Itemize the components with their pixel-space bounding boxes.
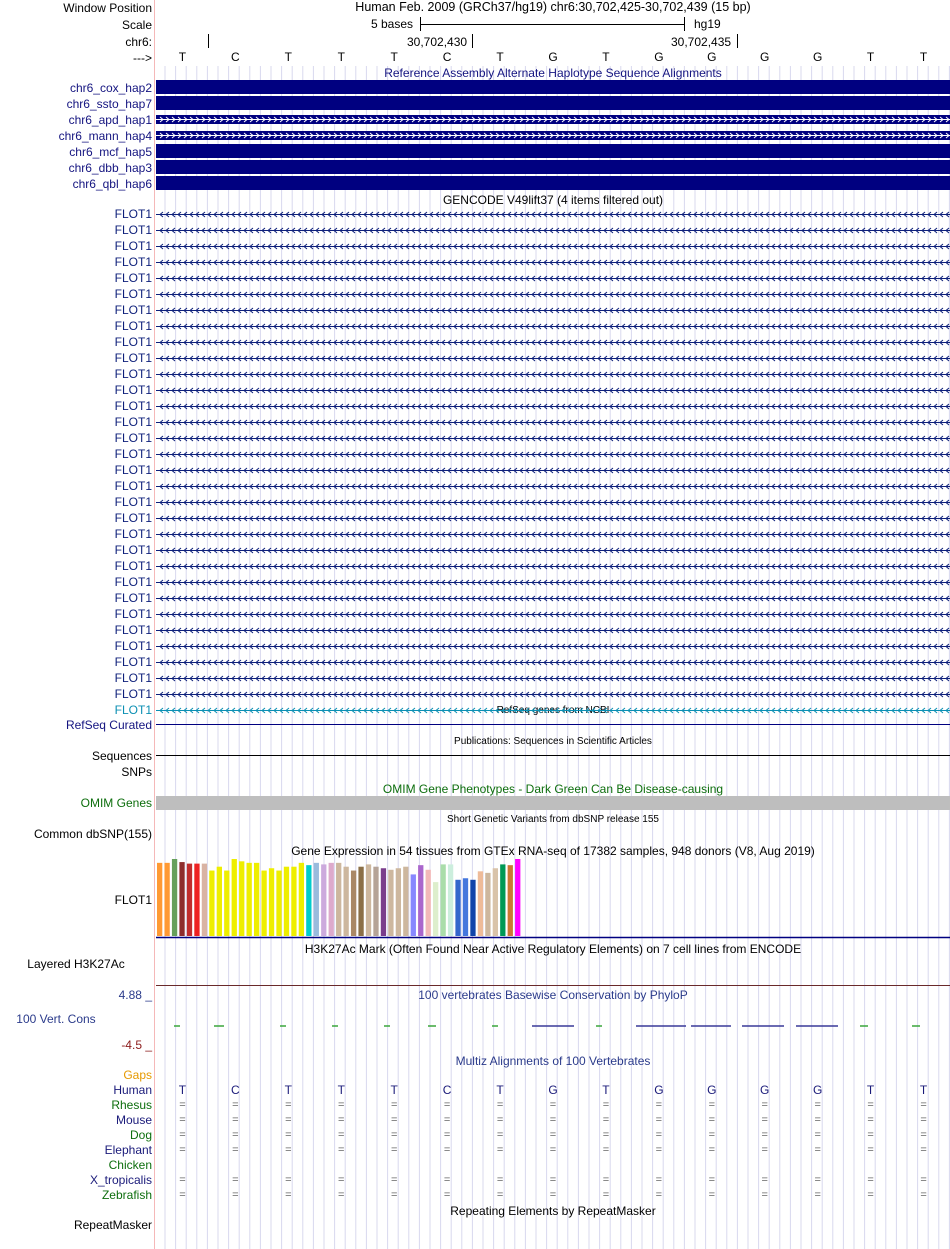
gene-label[interactable]: FLOT1	[114, 431, 152, 445]
identical-base-marker: =	[443, 1114, 451, 1126]
gene-transcript[interactable]	[156, 594, 950, 603]
identical-base-marker: =	[655, 1189, 663, 1201]
identical-base-marker: =	[602, 1189, 610, 1201]
base-letter: G	[760, 50, 770, 64]
gtex-tissue-bar[interactable]	[209, 871, 214, 936]
aligned-base: G	[707, 1083, 717, 1097]
base-letter: T	[496, 50, 504, 64]
gene-transcript[interactable]	[156, 402, 950, 411]
identical-base-marker: =	[920, 1174, 927, 1186]
gtex-tissue-bar[interactable]	[254, 863, 259, 936]
gtex-tissue-bar[interactable]	[299, 863, 304, 936]
haplotype-alignment-bar[interactable]	[156, 144, 950, 158]
gtex-tissue-bar[interactable]	[448, 864, 453, 936]
aligned-base: G	[760, 1083, 770, 1097]
publications-line[interactable]	[156, 755, 950, 756]
gene-label[interactable]: FLOT1	[114, 287, 152, 301]
gtex-tissue-bar[interactable]	[232, 859, 237, 936]
identical-base-marker: =	[708, 1099, 716, 1111]
scale-bar	[420, 17, 685, 31]
gtex-tissue-bar[interactable]	[291, 867, 296, 936]
identical-base-marker: =	[761, 1114, 768, 1126]
h3k27ac-baseline	[156, 985, 950, 986]
gene-transcript[interactable]	[156, 562, 950, 571]
gtex-tissue-bar[interactable]	[239, 861, 244, 936]
gene-transcript[interactable]	[156, 674, 950, 683]
gtex-tissue-bar[interactable]	[478, 871, 483, 936]
identical-base-marker: =	[655, 1129, 663, 1141]
identical-base-marker: =	[549, 1114, 557, 1126]
gene-transcript[interactable]	[156, 338, 950, 347]
identical-base-marker: =	[814, 1114, 821, 1126]
gene-transcript[interactable]	[156, 642, 950, 651]
scale-db: hg19	[694, 17, 721, 31]
identical-base-marker: =	[761, 1189, 768, 1201]
gtex-tissue-bar[interactable]	[321, 864, 326, 936]
gtex-tissue-bar[interactable]	[179, 862, 184, 936]
gtex-tissue-bar[interactable]	[172, 859, 177, 936]
base-letter: T	[284, 50, 292, 64]
gene-transcript[interactable]	[156, 354, 950, 363]
species-label[interactable]: Mouse	[115, 1113, 152, 1127]
publications-label-snps[interactable]: SNPs	[121, 765, 152, 779]
window-position-label: Window Position	[63, 1, 152, 15]
identical-base-marker: =	[867, 1189, 874, 1201]
identical-base-marker: =	[655, 1099, 663, 1111]
multiz-gaps-label: Gaps	[123, 1068, 152, 1082]
base-letter: T	[178, 50, 187, 64]
identical-base-marker: =	[602, 1129, 610, 1141]
gene-label[interactable]: FLOT1	[114, 527, 152, 541]
identical-base-marker: =	[338, 1174, 345, 1186]
gene-label[interactable]: FLOT1	[114, 303, 152, 317]
gtex-tissue-bar[interactable]	[366, 864, 371, 936]
identical-base-marker: =	[708, 1189, 716, 1201]
h3k27ac-label[interactable]: Layered H3K27Ac	[27, 957, 125, 971]
identical-base-marker: =	[443, 1099, 451, 1111]
identical-base-marker: =	[443, 1174, 451, 1186]
identical-base-marker: =	[549, 1099, 557, 1111]
identical-base-marker: =	[390, 1114, 398, 1126]
gene-transcript[interactable]	[156, 706, 950, 715]
conservation-max: 4.88 _	[118, 988, 152, 1002]
haplotype-alignment-bar[interactable]	[156, 96, 950, 110]
repeatmasker-label[interactable]: RepeatMasker	[73, 1218, 152, 1232]
gtex-label[interactable]: FLOT1	[114, 893, 152, 907]
haplotype-label[interactable]: chr6_apd_hap1	[68, 113, 152, 127]
gene-transcript[interactable]	[156, 242, 950, 251]
gene-label[interactable]: FLOT1	[114, 447, 152, 461]
identical-base-marker: =	[232, 1189, 239, 1201]
assembly-position: Human Feb. 2009 (GRCh37/hg19) chr6:30,702,425-30,702,439 (15 bp)	[355, 0, 751, 14]
aligned-base: T	[284, 1083, 292, 1097]
identical-base-marker: =	[179, 1144, 186, 1156]
gene-label[interactable]: FLOT1	[114, 655, 152, 669]
chrom-label: chr6:	[125, 35, 152, 49]
gene-label[interactable]: FLOT1	[114, 495, 152, 509]
gtex-tissue-bar[interactable]	[217, 867, 222, 936]
identical-base-marker: =	[496, 1129, 504, 1141]
gene-label[interactable]: FLOT1	[114, 223, 152, 237]
gene-label[interactable]: FLOT1	[114, 703, 152, 717]
refseq-gene-line[interactable]	[156, 724, 950, 725]
identical-base-marker: =	[602, 1144, 610, 1156]
gtex-tissue-bar[interactable]	[463, 878, 468, 936]
gtex-tissue-bar[interactable]	[433, 882, 438, 936]
scale-label: Scale	[121, 18, 152, 32]
gene-transcript[interactable]	[156, 370, 950, 379]
haplotype-label[interactable]: chr6_qbl_hap6	[72, 177, 152, 191]
gtex-tissue-bar[interactable]	[344, 867, 349, 936]
gtex-tissue-bar[interactable]	[418, 865, 423, 936]
gene-label[interactable]: FLOT1	[114, 207, 152, 221]
identical-base-marker: =	[867, 1129, 874, 1141]
gene-transcript[interactable]	[156, 274, 950, 283]
base-letter: T	[919, 50, 928, 64]
ruler-pos1: 30,702,430	[407, 35, 468, 49]
gtex-tissue-bar[interactable]	[329, 863, 334, 936]
gene-label[interactable]: FLOT1	[114, 559, 152, 573]
base-letter: G	[707, 50, 717, 64]
h3k27ac-title[interactable]: H3K27Ac Mark (Often Found Near Active Regulatory Elements) on 7 cell lines from ENCODE	[304, 942, 802, 956]
gtex-tissue-bar[interactable]	[276, 871, 281, 936]
gene-label[interactable]: FLOT1	[114, 607, 152, 621]
gene-transcript[interactable]	[156, 258, 950, 267]
gene-transcript[interactable]	[156, 530, 950, 539]
gene-transcript[interactable]	[156, 658, 950, 667]
gene-transcript[interactable]	[156, 546, 950, 555]
gtex-tissue-bar[interactable]	[508, 865, 513, 936]
haplotype-strand-chevrons	[156, 131, 950, 140]
identical-base-marker: =	[814, 1129, 821, 1141]
dbsnp-label[interactable]: Common dbSNP(155)	[33, 827, 152, 841]
gene-label[interactable]: FLOT1	[114, 511, 152, 525]
identical-base-marker: =	[390, 1189, 398, 1201]
identical-base-marker: =	[867, 1144, 874, 1156]
ruler-tick	[472, 34, 473, 48]
identical-base-marker: =	[496, 1144, 504, 1156]
gtex-tissue-bar[interactable]	[411, 874, 416, 936]
multiz-title[interactable]: Multiz Alignments of 100 Vertebrates	[455, 1054, 651, 1068]
gtex-tissue-bar[interactable]	[164, 863, 169, 936]
gtex-tissue-bar[interactable]	[187, 864, 192, 936]
identical-base-marker: =	[761, 1174, 768, 1186]
base-letter: T	[390, 50, 398, 64]
aligned-base: T	[602, 1083, 610, 1097]
identical-base-marker: =	[496, 1189, 504, 1201]
identical-base-marker: =	[338, 1129, 345, 1141]
gene-label[interactable]: FLOT1	[114, 255, 152, 269]
haplotype-label[interactable]: chr6_mann_hap4	[58, 129, 152, 143]
identical-base-marker: =	[549, 1144, 557, 1156]
gene-label[interactable]: FLOT1	[114, 319, 152, 333]
refseq-label[interactable]: RefSeq Curated	[65, 718, 152, 732]
gene-label[interactable]: FLOT1	[114, 575, 152, 589]
identical-base-marker: =	[232, 1144, 239, 1156]
haplotype-label[interactable]: chr6_cox_hap2	[69, 81, 152, 95]
gtex-tissue-bar[interactable]	[493, 868, 498, 936]
identical-base-marker: =	[602, 1114, 610, 1126]
identical-base-marker: =	[602, 1099, 610, 1111]
gtex-tissue-bar[interactable]	[403, 867, 408, 936]
aligned-base: C	[442, 1083, 452, 1097]
gtex-tissue-bar[interactable]	[247, 863, 252, 936]
gtex-tissue-bar[interactable]	[351, 871, 356, 936]
haplotype-label[interactable]: chr6_ssto_hap7	[66, 97, 152, 111]
haplotype-alignment-bar[interactable]	[156, 80, 950, 94]
aligned-base: C	[231, 1083, 240, 1097]
identical-base-marker: =	[232, 1114, 239, 1126]
identical-base-marker: =	[920, 1129, 927, 1141]
aligned-base: G	[548, 1083, 558, 1097]
conservation-min: -4.5 _	[121, 1038, 152, 1052]
gene-transcript[interactable]	[156, 434, 950, 443]
gene-label[interactable]: FLOT1	[114, 639, 152, 653]
gtex-tissue-bar[interactable]	[373, 867, 378, 936]
identical-base-marker: =	[179, 1174, 186, 1186]
base-letter: T	[866, 50, 875, 64]
gencode-title[interactable]: GENCODE V49lift37 (4 items filtered out)	[442, 193, 664, 207]
gtex-tissue-bar[interactable]	[470, 880, 475, 936]
ruler-tick	[737, 34, 738, 48]
gene-transcript[interactable]	[156, 610, 950, 619]
gtex-tissue-bar[interactable]	[336, 863, 341, 936]
aligned-base: T	[496, 1083, 504, 1097]
gtex-tissue-bar[interactable]	[455, 880, 460, 936]
gene-label[interactable]: FLOT1	[114, 623, 152, 637]
identical-base-marker: =	[549, 1189, 557, 1201]
species-label[interactable]: Chicken	[108, 1158, 152, 1172]
gene-label[interactable]: FLOT1	[114, 671, 152, 685]
gtex-tissue-bar[interactable]	[500, 864, 505, 936]
identical-base-marker: =	[179, 1129, 186, 1141]
identical-base-marker: =	[549, 1174, 557, 1186]
gene-label[interactable]: FLOT1	[114, 335, 152, 349]
base-letter: C	[442, 50, 452, 64]
species-label[interactable]: Human	[113, 1083, 152, 1097]
refseq-title[interactable]: RefSeq genes from NCBI	[496, 705, 610, 716]
gtex-tissue-bar[interactable]	[314, 863, 319, 936]
identical-base-marker: =	[496, 1114, 504, 1126]
gene-label[interactable]: FLOT1	[114, 415, 152, 429]
gtex-tissue-bar[interactable]	[358, 867, 363, 936]
gtex-tissue-bar[interactable]	[269, 868, 274, 936]
identical-base-marker: =	[761, 1099, 768, 1111]
gtex-tissue-bar[interactable]	[515, 859, 520, 936]
identical-base-marker: =	[920, 1099, 927, 1111]
identical-base-marker: =	[867, 1099, 874, 1111]
omim-feature-bar[interactable]	[156, 796, 950, 810]
gene-label[interactable]: FLOT1	[114, 351, 152, 365]
identical-base-marker: =	[920, 1114, 927, 1126]
identical-base-marker: =	[761, 1144, 768, 1156]
identical-base-marker: =	[814, 1174, 821, 1186]
base-letter: C	[231, 50, 240, 64]
identical-base-marker: =	[655, 1114, 663, 1126]
identical-base-marker: =	[814, 1189, 821, 1201]
alt-haplotypes-title[interactable]: Reference Assembly Alternate Haplotype Sequence Alignments	[384, 66, 722, 80]
identical-base-marker: =	[867, 1174, 874, 1186]
base-letter: G	[548, 50, 558, 64]
scale-text: 5 bases	[371, 17, 414, 31]
gtex-tissue-bar[interactable]	[381, 868, 386, 936]
identical-base-marker: =	[708, 1129, 716, 1141]
haplotype-strand-chevrons	[156, 115, 950, 124]
identical-base-marker: =	[232, 1099, 239, 1111]
gene-transcript[interactable]	[156, 322, 950, 331]
gtex-tissue-bar[interactable]	[396, 868, 401, 936]
gtex-tissue-bar[interactable]	[485, 873, 490, 936]
identical-base-marker: =	[390, 1129, 398, 1141]
identical-base-marker: =	[708, 1114, 716, 1126]
haplotype-alignment-bar[interactable]	[156, 176, 950, 190]
gene-transcript[interactable]	[156, 514, 950, 523]
identical-base-marker: =	[179, 1114, 186, 1126]
identical-base-marker: =	[390, 1174, 398, 1186]
sidebar-divider	[154, 0, 155, 1249]
aligned-base: G	[654, 1083, 664, 1097]
identical-base-marker: =	[285, 1174, 292, 1186]
identical-base-marker: =	[338, 1114, 345, 1126]
gtex-tissue-bar[interactable]	[194, 864, 199, 936]
publications-title[interactable]: Publications: Sequences in Scientific Articles	[454, 736, 652, 747]
gene-transcript[interactable]	[156, 578, 950, 587]
gene-transcript[interactable]	[156, 498, 950, 507]
identical-base-marker: =	[390, 1099, 398, 1111]
identical-base-marker: =	[655, 1174, 663, 1186]
conservation-wiggle[interactable]	[156, 1020, 950, 1032]
gene-label[interactable]: FLOT1	[114, 591, 152, 605]
identical-base-marker: =	[179, 1099, 186, 1111]
gene-transcript[interactable]	[156, 290, 950, 299]
species-label[interactable]: Zebrafish	[101, 1188, 152, 1202]
gene-label[interactable]: FLOT1	[114, 239, 152, 253]
identical-base-marker: =	[285, 1189, 292, 1201]
gene-transcript[interactable]	[156, 226, 950, 235]
gtex-tissue-bar[interactable]	[224, 871, 229, 936]
identical-base-marker: =	[179, 1189, 186, 1201]
dbsnp-title[interactable]: Short Genetic Variants from dbSNP release 155	[447, 814, 659, 825]
gtex-tissue-bar[interactable]	[306, 865, 311, 936]
identical-base-marker: =	[708, 1144, 716, 1156]
identical-base-marker: =	[443, 1189, 451, 1201]
gene-label[interactable]: FLOT1	[114, 271, 152, 285]
identical-base-marker: =	[920, 1144, 927, 1156]
species-label[interactable]: Elephant	[104, 1143, 152, 1157]
gene-transcript[interactable]	[156, 306, 950, 315]
gtex-tissue-bar[interactable]	[388, 870, 393, 936]
identical-base-marker: =	[496, 1174, 504, 1186]
species-label[interactable]: X_tropicalis	[89, 1173, 152, 1187]
gtex-tissue-bar[interactable]	[440, 864, 445, 936]
omim-label[interactable]: OMIM Genes	[80, 796, 152, 810]
publications-label-sequences[interactable]: Sequences	[91, 749, 152, 763]
strand-label: --->	[133, 51, 152, 65]
aligned-base: T	[390, 1083, 398, 1097]
ruler-pos2: 30,702,435	[671, 35, 732, 49]
gene-label[interactable]: FLOT1	[114, 543, 152, 557]
identical-base-marker: =	[496, 1099, 504, 1111]
aligned-base: T	[919, 1083, 928, 1097]
base-letter: G	[654, 50, 664, 64]
identical-base-marker: =	[232, 1129, 239, 1141]
repeatmasker-title[interactable]: Repeating Elements by RepeatMasker	[450, 1204, 656, 1218]
base-letter: G	[812, 50, 823, 64]
gene-label[interactable]: FLOT1	[114, 367, 152, 381]
gene-transcript[interactable]	[156, 386, 950, 395]
gene-label[interactable]: FLOT1	[114, 479, 152, 493]
identical-base-marker: =	[814, 1099, 821, 1111]
gtex-tissue-bar[interactable]	[202, 864, 207, 936]
identical-base-marker: =	[602, 1174, 610, 1186]
haplotype-label[interactable]: chr6_dbb_hap3	[68, 161, 152, 175]
identical-base-marker: =	[390, 1144, 398, 1156]
gene-transcript[interactable]	[156, 450, 950, 459]
species-label[interactable]: Dog	[129, 1128, 152, 1142]
identical-base-marker: =	[338, 1099, 345, 1111]
aligned-base: G	[812, 1083, 823, 1097]
species-label[interactable]: Rhesus	[111, 1098, 152, 1112]
identical-base-marker: =	[285, 1114, 292, 1126]
aligned-base: T	[866, 1083, 875, 1097]
haplotype-label[interactable]: chr6_mcf_hap5	[69, 145, 152, 159]
aligned-base: T	[337, 1083, 345, 1097]
gene-label[interactable]: FLOT1	[114, 687, 152, 701]
identical-base-marker: =	[708, 1174, 716, 1186]
omim-title[interactable]: OMIM Gene Phenotypes - Dark Green Can Be Disease-causing	[382, 782, 724, 796]
identical-base-marker: =	[814, 1144, 821, 1156]
ruler-tick	[208, 34, 209, 48]
base-letter: T	[602, 50, 610, 64]
gene-transcript[interactable]	[156, 210, 950, 219]
gene-label[interactable]: FLOT1	[114, 383, 152, 397]
identical-base-marker: =	[761, 1129, 768, 1141]
identical-base-marker: =	[443, 1129, 451, 1141]
identical-base-marker: =	[232, 1174, 239, 1186]
gtex-tissue-bar[interactable]	[261, 871, 266, 936]
haplotype-alignment-bar[interactable]	[156, 160, 950, 174]
identical-base-marker: =	[338, 1189, 345, 1201]
conservation-label[interactable]: 100 Vert. Cons	[16, 1012, 96, 1026]
identical-base-marker: =	[285, 1129, 292, 1141]
identical-base-marker: =	[655, 1144, 663, 1156]
identical-base-marker: =	[920, 1189, 927, 1201]
base-letter: T	[337, 50, 345, 64]
gtex-tissue-bar[interactable]	[426, 870, 431, 936]
aligned-base: T	[178, 1083, 187, 1097]
identical-base-marker: =	[285, 1144, 292, 1156]
identical-base-marker: =	[285, 1099, 292, 1111]
gene-label[interactable]: FLOT1	[114, 463, 152, 477]
conservation-title[interactable]: 100 vertebrates Basewise Conservation by PhyloP	[418, 988, 688, 1002]
gene-transcript[interactable]	[156, 626, 950, 635]
identical-base-marker: =	[338, 1144, 345, 1156]
gene-label[interactable]: FLOT1	[114, 399, 152, 413]
gtex-tissue-bar[interactable]	[284, 867, 289, 936]
gtex-tissue-bar[interactable]	[157, 863, 162, 936]
gene-transcript[interactable]	[156, 466, 950, 475]
identical-base-marker: =	[549, 1129, 557, 1141]
identical-base-marker: =	[867, 1114, 874, 1126]
gene-transcript[interactable]	[156, 418, 950, 427]
gene-transcript[interactable]	[156, 482, 950, 491]
identical-base-marker: =	[443, 1144, 451, 1156]
gene-transcript[interactable]	[156, 690, 950, 699]
gtex-bar-chart[interactable]	[156, 858, 950, 940]
gtex-title[interactable]: Gene Expression in 54 tissues from GTEx RNA-seq of 17382 samples, 948 donors (V8, Aug 2019)	[291, 844, 815, 858]
